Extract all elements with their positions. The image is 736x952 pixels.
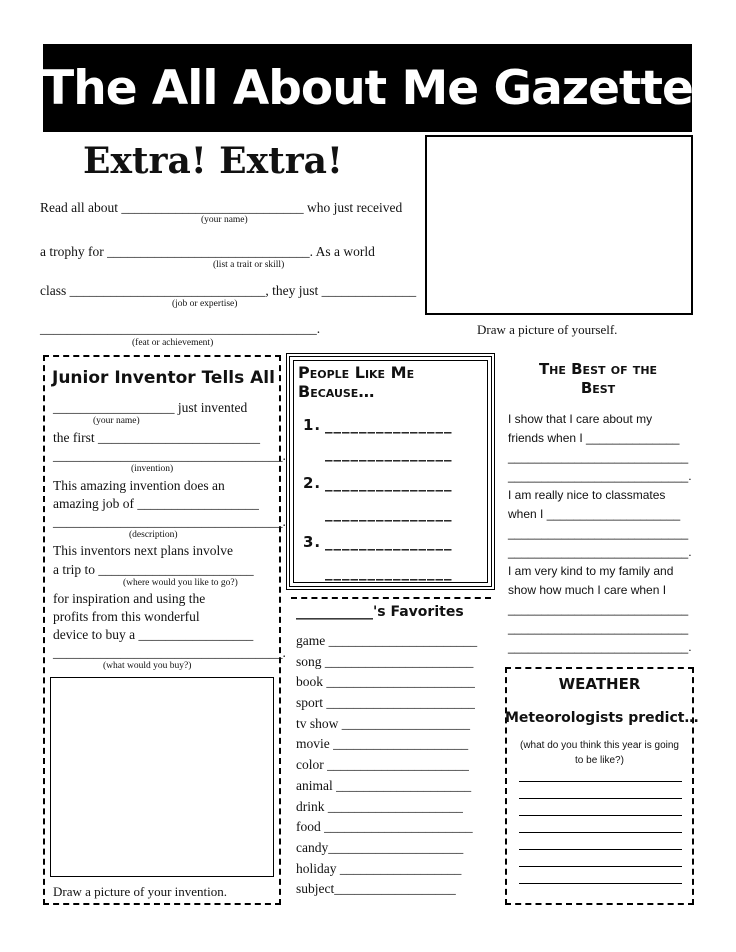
people-line-2b: _______________ bbox=[325, 504, 453, 522]
inventor-line-8: a trip to _______________________ bbox=[53, 562, 254, 577]
people-line-1a: _______________ bbox=[325, 416, 453, 434]
favorite-row: holiday __________________ bbox=[296, 860, 462, 876]
weather-answer-line bbox=[519, 849, 682, 850]
best-line: show how much I care when I bbox=[508, 583, 667, 597]
weather-answer-line bbox=[519, 815, 682, 816]
inventor-caption-1: (your name) bbox=[93, 416, 140, 426]
favorite-row: game ______________________ bbox=[296, 633, 478, 648]
inventor-caption-8: (where would you like to go?) bbox=[123, 578, 238, 588]
weather-answer-line bbox=[519, 781, 682, 782]
weather-answer-line bbox=[519, 883, 682, 884]
best-line: ___________________________. bbox=[508, 469, 692, 483]
inventor-line-11: device to buy a _________________ bbox=[53, 627, 254, 642]
favorite-row: subject__________________ bbox=[296, 881, 456, 897]
intro-caption-3: (job or expertise) bbox=[172, 299, 238, 309]
best-line: ___________________________ bbox=[508, 602, 689, 616]
favorite-row: tv show ___________________ bbox=[296, 715, 471, 731]
extra-heading: Extra! Extra! bbox=[83, 140, 343, 182]
self-portrait-box[interactable] bbox=[425, 135, 693, 315]
inventor-line-9: for inspiration and using the bbox=[53, 591, 206, 606]
gazette-title: The All About Me Gazette bbox=[42, 60, 693, 116]
inventor-line-6: __________________________________. bbox=[53, 514, 286, 529]
weather-answer-line bbox=[519, 832, 682, 833]
best-line: when I ____________________ bbox=[508, 507, 681, 521]
self-portrait-caption: Draw a picture of yourself. bbox=[477, 322, 618, 337]
best-line: ___________________________. bbox=[508, 640, 692, 654]
weather-section bbox=[505, 667, 699, 905]
favorites-top-rule bbox=[291, 597, 491, 599]
people-line-3b: _______________ bbox=[325, 563, 453, 581]
favorite-row: animal ____________________ bbox=[296, 777, 472, 793]
intro-caption-2: (list a trait or skill) bbox=[213, 260, 285, 270]
weather-title: WEATHER bbox=[558, 675, 641, 693]
weather-prompt-line-2: to be like?) bbox=[575, 755, 624, 766]
intro-line-3: class _____________________________, they just ______________ bbox=[40, 283, 417, 298]
favorite-row: movie ____________________ bbox=[296, 736, 469, 752]
inventor-caption-6: (description) bbox=[129, 530, 178, 540]
invention-drawing-caption: Draw a picture of your invention. bbox=[53, 884, 228, 899]
inventor-line-1: __________________ just invented bbox=[53, 400, 248, 415]
best-list bbox=[508, 410, 693, 657]
favorite-row: drink ____________________ bbox=[296, 798, 463, 814]
best-line: ___________________________ bbox=[508, 526, 689, 540]
weather-subtitle: Meteorologists predict… bbox=[505, 710, 699, 726]
best-line: I am really nice to classmates bbox=[508, 488, 666, 502]
people-reason-1: 1. bbox=[303, 416, 322, 434]
inventor-line-2: the first ________________________ bbox=[53, 430, 260, 445]
people-reason-3: 3. bbox=[303, 533, 322, 551]
best-title-1: The Best of the bbox=[538, 360, 658, 378]
inventor-line-5: amazing job of __________________ bbox=[53, 496, 259, 511]
favorite-row: book ______________________ bbox=[296, 674, 475, 690]
intro-line-2: a trophy for ______________________________. As a world bbox=[40, 244, 375, 259]
gazette-banner bbox=[43, 44, 692, 132]
weather-answer-line bbox=[519, 866, 682, 867]
weather-prompt bbox=[505, 738, 694, 768]
inventor-line-10: profits from this wonderful bbox=[53, 609, 200, 624]
best-line: I show that I care about my bbox=[508, 412, 653, 426]
inventor-line-7: This inventors next plans involve bbox=[53, 543, 233, 558]
inventor-line-4: This amazing invention does an bbox=[53, 478, 225, 493]
people-reason-2: 2. bbox=[303, 474, 322, 492]
inventor-caption-3: (invention) bbox=[131, 464, 174, 474]
people-title-2: Because… bbox=[298, 382, 375, 401]
intro-line-4: _________________________________________. bbox=[40, 321, 321, 336]
inventor-line-12: __________________________________. bbox=[53, 645, 286, 660]
people-line-1b: _______________ bbox=[325, 444, 453, 462]
favorite-row: color _____________________ bbox=[296, 757, 469, 773]
best-line: ___________________________ bbox=[508, 621, 689, 635]
favorite-row: song ______________________ bbox=[296, 653, 474, 669]
invention-drawing-box[interactable] bbox=[50, 677, 274, 877]
inventor-line-3: __________________________________. bbox=[53, 448, 286, 463]
intro-line-1: Read all about ___________________________ who just received bbox=[40, 200, 403, 215]
inventor-title: Junior Inventor Tells All bbox=[52, 368, 275, 388]
favorite-row: candy____________________ bbox=[296, 839, 464, 855]
weather-prompt-line-1: (what do you think this year is going bbox=[520, 740, 679, 751]
intro-caption-4: (feat or achievement) bbox=[132, 338, 214, 348]
favorite-row: sport ______________________ bbox=[296, 695, 475, 711]
best-title-2: Best bbox=[580, 379, 616, 397]
best-line: friends when I ______________ bbox=[508, 431, 680, 445]
best-line: ___________________________. bbox=[508, 545, 692, 559]
people-title-1: People Like Me bbox=[298, 363, 415, 382]
intro-caption-1: (your name) bbox=[201, 215, 248, 225]
best-line: I am very kind to my family and bbox=[508, 564, 674, 578]
favorite-row: food ______________________ bbox=[296, 819, 473, 835]
favorites-title: ___________'s Favorites bbox=[296, 604, 464, 620]
favorites-list bbox=[296, 633, 496, 902]
weather-answer-line bbox=[519, 798, 682, 799]
inventor-caption-12: (what would you buy?) bbox=[103, 661, 192, 671]
best-line: ___________________________ bbox=[508, 450, 689, 464]
people-line-3a: _______________ bbox=[325, 533, 453, 551]
people-line-2a: _______________ bbox=[325, 474, 453, 492]
